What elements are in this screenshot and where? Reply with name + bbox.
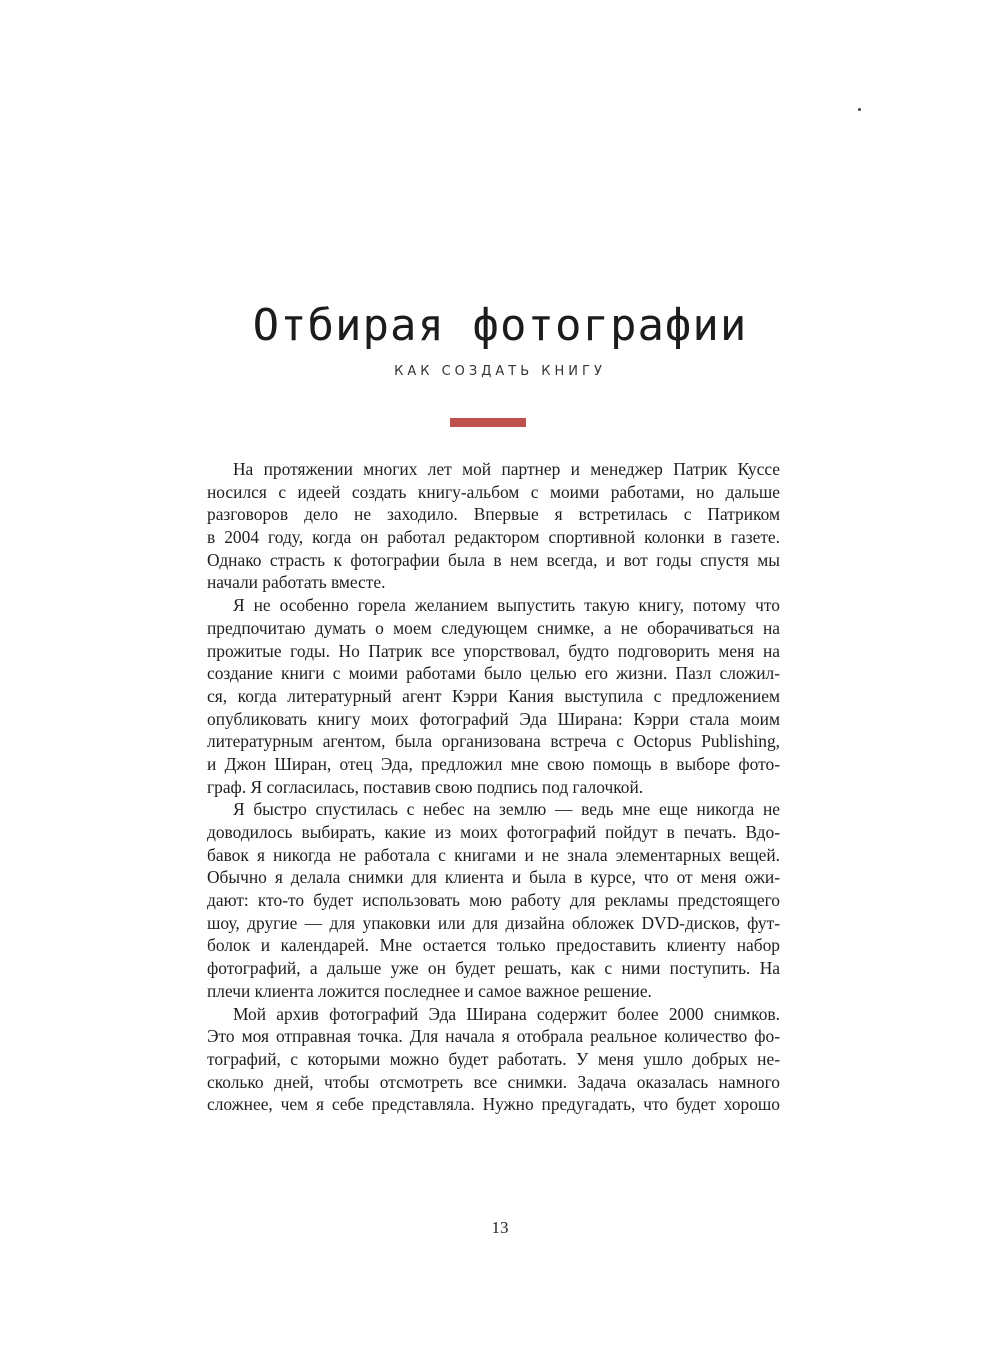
text-line: создание книги с моими работами было целью его жизни. Пазл сложил-	[207, 663, 780, 684]
chapter-title: Отбирая фотографии	[252, 300, 748, 351]
page-number: 13	[491, 1218, 509, 1237]
text-line: Однако страсть к фотографии была в нем всегда, и вот годы спустя мы	[207, 549, 780, 570]
text-line: плечи клиента ложится последнее и самое важное решение.	[207, 980, 652, 1001]
text-line: Это моя отправная точка. Для начала я отобрала реальное количество фо-	[207, 1026, 780, 1047]
text-line: дают: кто-то будет использовать мою работу для рекламы предстоящего	[207, 890, 780, 911]
text-line: Мой архив фотографий Эда Ширана содержит более 2000 снимков.	[233, 1003, 780, 1024]
text-line: болок и календарей. Мне остается только предоставить клиенту набор	[207, 935, 780, 956]
text-line: ся, когда литературный агент Кэрри Кания выступила с предложением	[207, 685, 780, 706]
text-line: шоу, другие — для упаковки или для дизайна обложек DVD-дисков, фут-	[207, 912, 780, 933]
text-line: Я быстро спустилась с небес на землю — ведь мне еще никогда не	[233, 799, 780, 820]
chapter-subtitle: КАК СОЗДАТЬ КНИГУ	[394, 364, 606, 379]
text-line: сколько дней, чтобы отсмотреть все снимки. Задача оказалась намного	[207, 1071, 780, 1092]
text-line: сложнее, чем я себе представляла. Нужно предугадать, что будет хорошо	[207, 1094, 780, 1115]
text-line: доводилось выбирать, какие из моих фотографий пойдут в печать. Вдо-	[207, 822, 780, 842]
text-line: носился с идеей создать книгу-альбом с моими работами, но дальше	[207, 481, 780, 502]
paragraph	[207, 594, 780, 798]
text-line: в 2004 году, когда он работал редактором спортивной колонки в газете.	[207, 527, 780, 548]
text-line: граф. Я согласилась, поставив свою подпись под галочкой.	[207, 776, 644, 797]
paper-speck	[858, 108, 861, 111]
text-line: и Джон Ширан, отец Эда, предложил мне свою помощь в выборе фото-	[207, 753, 780, 774]
body-text	[207, 458, 780, 1116]
text-line: прожитые годы. Но Патрик все упорствовал, будто подговорить меня на	[207, 640, 780, 661]
text-line: литературным агентом, была организована встреча с Octopus Publishing,	[207, 731, 780, 752]
text-line: На протяжении многих лет мой партнер и менеджер Патрик Куссе	[233, 459, 780, 479]
text-line: тографий, с которыми можно будет работать. У меня ушло добрых не-	[207, 1048, 780, 1069]
text-line: предпочитаю думать о моем следующем снимке, а не оборачиваться на	[207, 617, 780, 638]
paragraph	[207, 458, 780, 594]
accent-rule	[450, 418, 526, 427]
text-line: Я не особенно горела желанием выпустить такую книгу, потому что	[233, 595, 780, 616]
paragraph	[207, 798, 780, 1002]
text-line: фотографий, а дальше уже он будет решать, как с ними поступить. На	[207, 958, 780, 979]
text-line: опубликовать книгу моих фотографий Эда Ширана: Кэрри стала моим	[207, 708, 780, 729]
paragraph	[207, 1003, 780, 1116]
text-line: начали работать вместе.	[207, 572, 386, 593]
text-line: разговоров дело не заходило. Впервые я встретилась с Патриком	[207, 504, 780, 525]
text-line: бавок я никогда не работала с книгами и не знала элементарных вещей.	[207, 844, 780, 865]
text-line: Обычно я делала снимки для клиента и была в курсе, что от меня ожи-	[207, 867, 780, 888]
